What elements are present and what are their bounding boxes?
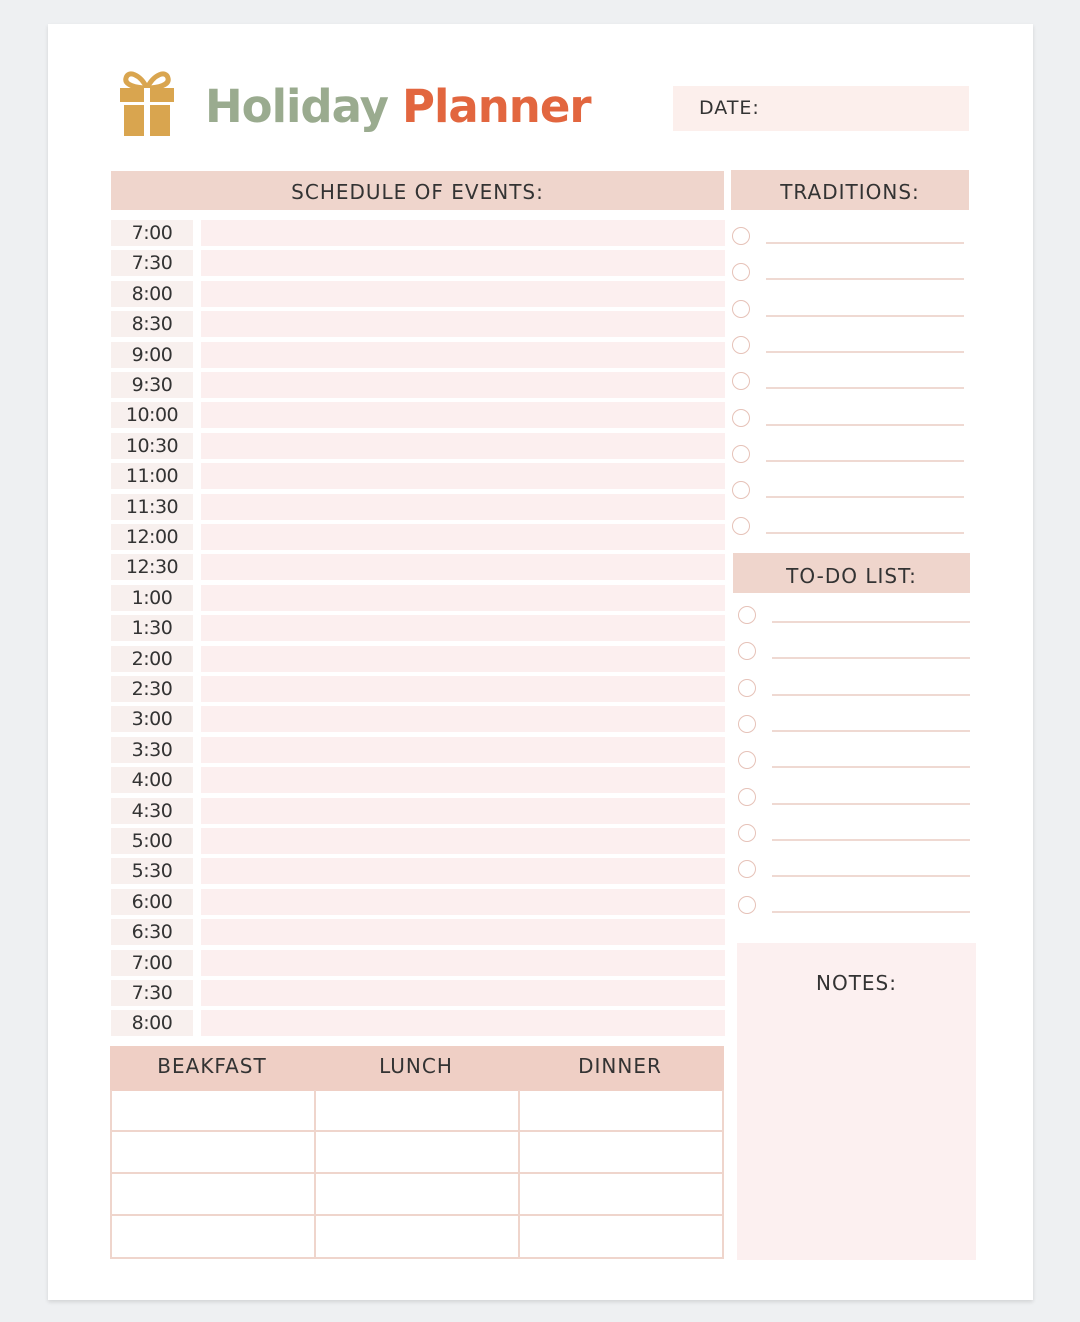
schedule-time: 7:00 bbox=[111, 220, 193, 246]
schedule-entry-field[interactable] bbox=[201, 402, 725, 428]
tradition-entry-line[interactable] bbox=[766, 496, 964, 498]
todo-entry-line[interactable] bbox=[772, 694, 970, 696]
meal-grid-divider bbox=[112, 1172, 722, 1174]
todo-checkbox[interactable] bbox=[738, 824, 756, 842]
todo-item bbox=[738, 786, 970, 810]
meal-table bbox=[110, 1046, 724, 1259]
tradition-checkbox[interactable] bbox=[732, 445, 750, 463]
schedule-row bbox=[111, 433, 725, 459]
schedule-row bbox=[111, 980, 725, 1006]
schedule-time: 10:30 bbox=[111, 433, 193, 459]
tradition-entry-line[interactable] bbox=[766, 424, 964, 426]
schedule-time: 8:00 bbox=[111, 281, 193, 307]
date-label: DATE: bbox=[699, 97, 760, 119]
todo-checkbox[interactable] bbox=[738, 606, 756, 624]
schedule-row bbox=[111, 281, 725, 307]
schedule-row bbox=[111, 524, 725, 550]
schedule-time: 9:30 bbox=[111, 372, 193, 398]
todo-checkbox[interactable] bbox=[738, 788, 756, 806]
schedule-row bbox=[111, 250, 725, 276]
tradition-entry-line[interactable] bbox=[766, 278, 964, 280]
todo-item bbox=[738, 677, 970, 701]
todo-item bbox=[738, 749, 970, 773]
schedule-entry-field[interactable] bbox=[201, 250, 725, 276]
schedule-entry-field[interactable] bbox=[201, 980, 725, 1006]
schedule-entry-field[interactable] bbox=[201, 494, 725, 520]
schedule-time: 7:30 bbox=[111, 250, 193, 276]
schedule-time: 5:30 bbox=[111, 858, 193, 884]
schedule-time: 11:00 bbox=[111, 463, 193, 489]
tradition-entry-line[interactable] bbox=[766, 460, 964, 462]
schedule-time: 7:00 bbox=[111, 950, 193, 976]
schedule-entry-field[interactable] bbox=[201, 615, 725, 641]
schedule-time: 7:30 bbox=[111, 980, 193, 1006]
schedule-row bbox=[111, 767, 725, 793]
schedule-row bbox=[111, 828, 725, 854]
tradition-item bbox=[732, 370, 964, 394]
schedule-row bbox=[111, 858, 725, 884]
schedule-row bbox=[111, 554, 725, 580]
schedule-entry-field[interactable] bbox=[201, 706, 725, 732]
schedule-row bbox=[111, 646, 725, 672]
meal-column-dinner: DINNER bbox=[578, 1054, 662, 1078]
todo-entry-line[interactable] bbox=[772, 875, 970, 877]
todo-entry-line[interactable] bbox=[772, 621, 970, 623]
notes-area[interactable] bbox=[737, 943, 976, 1260]
todo-checkbox[interactable] bbox=[738, 715, 756, 733]
meal-column-lunch: LUNCH bbox=[379, 1054, 453, 1078]
schedule-time: 12:00 bbox=[111, 524, 193, 550]
date-field[interactable] bbox=[673, 86, 969, 131]
schedule-time: 8:00 bbox=[111, 1010, 193, 1036]
schedule-time: 3:30 bbox=[111, 737, 193, 763]
schedule-entry-field[interactable] bbox=[201, 676, 725, 702]
todo-item bbox=[738, 822, 970, 846]
schedule-header: SCHEDULE OF EVENTS: bbox=[111, 171, 724, 210]
tradition-item bbox=[732, 479, 964, 503]
schedule-entry-field[interactable] bbox=[201, 919, 725, 945]
tradition-entry-line[interactable] bbox=[766, 532, 964, 534]
schedule-time: 9:00 bbox=[111, 342, 193, 368]
todo-checkbox[interactable] bbox=[738, 642, 756, 660]
schedule-entry-field[interactable] bbox=[201, 858, 725, 884]
tradition-entry-line[interactable] bbox=[766, 315, 964, 317]
schedule-entry-field[interactable] bbox=[201, 737, 725, 763]
tradition-checkbox[interactable] bbox=[732, 481, 750, 499]
schedule-time: 1:30 bbox=[111, 615, 193, 641]
schedule-time: 2:00 bbox=[111, 646, 193, 672]
tradition-item bbox=[732, 225, 964, 249]
schedule-row bbox=[111, 798, 725, 824]
schedule-entry-field[interactable] bbox=[201, 646, 725, 672]
todo-item bbox=[738, 894, 970, 918]
tradition-checkbox[interactable] bbox=[732, 517, 750, 535]
schedule-row bbox=[111, 372, 725, 398]
tradition-entry-line[interactable] bbox=[766, 242, 964, 244]
schedule-time: 2:30 bbox=[111, 676, 193, 702]
page-title bbox=[205, 74, 591, 140]
schedule-entry-field[interactable] bbox=[201, 372, 725, 398]
schedule-row bbox=[111, 950, 725, 976]
tradition-item bbox=[732, 298, 964, 322]
notes-label: NOTES: bbox=[816, 971, 897, 995]
tradition-item bbox=[732, 261, 964, 285]
tradition-checkbox[interactable] bbox=[732, 227, 750, 245]
schedule-time: 12:30 bbox=[111, 554, 193, 580]
todo-item bbox=[738, 858, 970, 882]
schedule-entry-field[interactable] bbox=[201, 828, 725, 854]
schedule-time: 6:30 bbox=[111, 919, 193, 945]
schedule-entry-field[interactable] bbox=[201, 342, 725, 368]
schedule-row bbox=[111, 889, 725, 915]
todo-entry-line[interactable] bbox=[772, 911, 970, 913]
todo-entry-line[interactable] bbox=[772, 766, 970, 768]
schedule-time: 5:00 bbox=[111, 828, 193, 854]
schedule-time: 6:00 bbox=[111, 889, 193, 915]
traditions-header: TRADITIONS: bbox=[731, 170, 969, 210]
schedule-row bbox=[111, 220, 725, 246]
schedule-row bbox=[111, 311, 725, 337]
todo-item bbox=[738, 604, 970, 628]
schedule-entry-field[interactable] bbox=[201, 1010, 725, 1036]
todo-entry-line[interactable] bbox=[772, 803, 970, 805]
todo-item bbox=[738, 640, 970, 664]
schedule-entry-field[interactable] bbox=[201, 889, 725, 915]
schedule-row bbox=[111, 1010, 725, 1036]
schedule-time: 10:00 bbox=[111, 402, 193, 428]
meal-table-header bbox=[110, 1046, 724, 1091]
tradition-item bbox=[732, 443, 964, 467]
schedule-row bbox=[111, 402, 725, 428]
meal-column-breakfast: BEAKFAST bbox=[157, 1054, 267, 1078]
schedule-entry-field[interactable] bbox=[201, 767, 725, 793]
meal-grid-divider bbox=[112, 1214, 722, 1216]
schedule-row bbox=[111, 737, 725, 763]
schedule-time: 8:30 bbox=[111, 311, 193, 337]
tradition-checkbox[interactable] bbox=[732, 372, 750, 390]
schedule-entry-field[interactable] bbox=[201, 311, 725, 337]
todo-checkbox[interactable] bbox=[738, 751, 756, 769]
planner-page bbox=[48, 24, 1033, 1300]
meal-grid-divider bbox=[112, 1130, 722, 1132]
todo-entry-line[interactable] bbox=[772, 839, 970, 841]
tradition-checkbox[interactable] bbox=[732, 263, 750, 281]
tradition-item bbox=[732, 407, 964, 431]
title-planner: Planner bbox=[401, 80, 591, 133]
schedule-time: 1:00 bbox=[111, 585, 193, 611]
schedule-time: 4:30 bbox=[111, 798, 193, 824]
schedule-row bbox=[111, 494, 725, 520]
schedule-entry-field[interactable] bbox=[201, 950, 725, 976]
tradition-checkbox[interactable] bbox=[732, 300, 750, 318]
schedule-row bbox=[111, 585, 725, 611]
tradition-entry-line[interactable] bbox=[766, 387, 964, 389]
todo-checkbox[interactable] bbox=[738, 679, 756, 697]
schedule-entry-field[interactable] bbox=[201, 554, 725, 580]
schedule-row bbox=[111, 342, 725, 368]
todo-checkbox[interactable] bbox=[738, 896, 756, 914]
todo-entry-line[interactable] bbox=[772, 657, 970, 659]
todo-entry-line[interactable] bbox=[772, 730, 970, 732]
schedule-time: 3:00 bbox=[111, 706, 193, 732]
tradition-item bbox=[732, 334, 964, 358]
schedule-row bbox=[111, 919, 725, 945]
schedule-entry-field[interactable] bbox=[201, 585, 725, 611]
schedule-time: 11:30 bbox=[111, 494, 193, 520]
gift-icon bbox=[118, 70, 176, 136]
schedule-entry-field[interactable] bbox=[201, 524, 725, 550]
meal-grid bbox=[110, 1090, 724, 1259]
todo-item bbox=[738, 713, 970, 737]
schedule-row bbox=[111, 676, 725, 702]
schedule-entry-field[interactable] bbox=[201, 281, 725, 307]
schedule-row bbox=[111, 615, 725, 641]
schedule-time: 4:00 bbox=[111, 767, 193, 793]
tradition-checkbox[interactable] bbox=[732, 409, 750, 427]
title-holiday: Holiday bbox=[205, 80, 388, 133]
schedule-row bbox=[111, 706, 725, 732]
todo-header: TO-DO LIST: bbox=[733, 553, 970, 593]
schedule-entry-field[interactable] bbox=[201, 463, 725, 489]
todo-checkbox[interactable] bbox=[738, 860, 756, 878]
schedule-entry-field[interactable] bbox=[201, 433, 725, 459]
tradition-entry-line[interactable] bbox=[766, 351, 964, 353]
tradition-item bbox=[732, 515, 964, 539]
schedule-entry-field[interactable] bbox=[201, 798, 725, 824]
schedule-entry-field[interactable] bbox=[201, 220, 725, 246]
tradition-checkbox[interactable] bbox=[732, 336, 750, 354]
schedule-row bbox=[111, 463, 725, 489]
